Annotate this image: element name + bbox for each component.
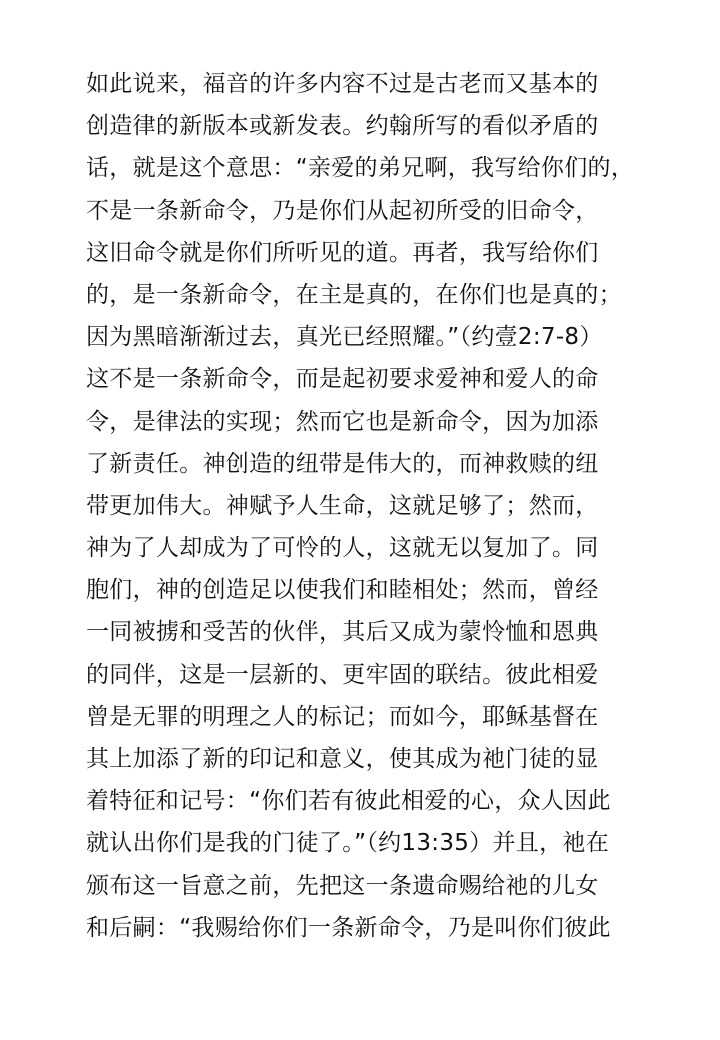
body-text bbox=[86, 63, 686, 949]
text-line: 曾是无罪的明理之人的标记；而如今，耶稣基督在 bbox=[86, 703, 599, 730]
text-line: 和后嗣：“我赐给你们一条新命令，乃是叫你们彼此 bbox=[86, 914, 611, 941]
text-line: 创造律的新版本或新发表。约翰所写的看似矛盾的 bbox=[86, 113, 599, 140]
text-line: 带更加伟大。神赋予人生命，这就足够了；然而， bbox=[86, 492, 599, 519]
text-line: 如此说来，福音的许多内容不过是古老而又基本的 bbox=[86, 71, 599, 97]
text-line: 话，就是这个意思：“亲爱的弟兄啊，我写给你们的， bbox=[86, 155, 635, 182]
text-line: 着特征和记号：“你们若有彼此相爱的心，众人因此 bbox=[86, 788, 611, 815]
text-line: 就认出你们是我的门徒了。”（约13:35）并且，祂在 bbox=[86, 830, 609, 857]
text-line: 的同伴，这是一层新的、更牢固的联结。彼此相爱 bbox=[86, 661, 599, 688]
text-line: 神为了人却成为了可怜的人，这就无以复加了。同 bbox=[86, 535, 599, 562]
text-line: 因为黑暗渐渐过去，真光已经照耀。”（约壹2:7-8） bbox=[86, 324, 603, 351]
text-line: 了新责任。神创造的纽带是伟大的，而神救赎的纽 bbox=[86, 450, 599, 477]
text-line: 其上加添了新的印记和意义，使其成为祂门徒的显 bbox=[86, 746, 599, 772]
text-line: 这不是一条新命令，而是起初要求爱神和爱人的命 bbox=[86, 366, 599, 393]
text-line: 这旧命令就是你们所听见的道。再者，我写给你们 bbox=[86, 239, 599, 266]
text-line: 令，是律法的实现；然而它也是新命令，因为加添 bbox=[86, 408, 599, 435]
text-line: 颁布这一旨意之前，先把这一条遗命赐给祂的儿女 bbox=[86, 872, 599, 899]
text-line: 胞们，神的创造足以使我们和睦相处；然而，曾经 bbox=[86, 577, 599, 604]
text-line: 的，是一条新命令，在主是真的，在你们也是真的； bbox=[86, 281, 622, 308]
text-line: 一同被掳和受苦的伙伴，其后又成为蒙怜恤和恩典 bbox=[86, 619, 599, 646]
text-line: 不是一条新命令，乃是你们从起初所受的旧命令， bbox=[86, 197, 599, 224]
